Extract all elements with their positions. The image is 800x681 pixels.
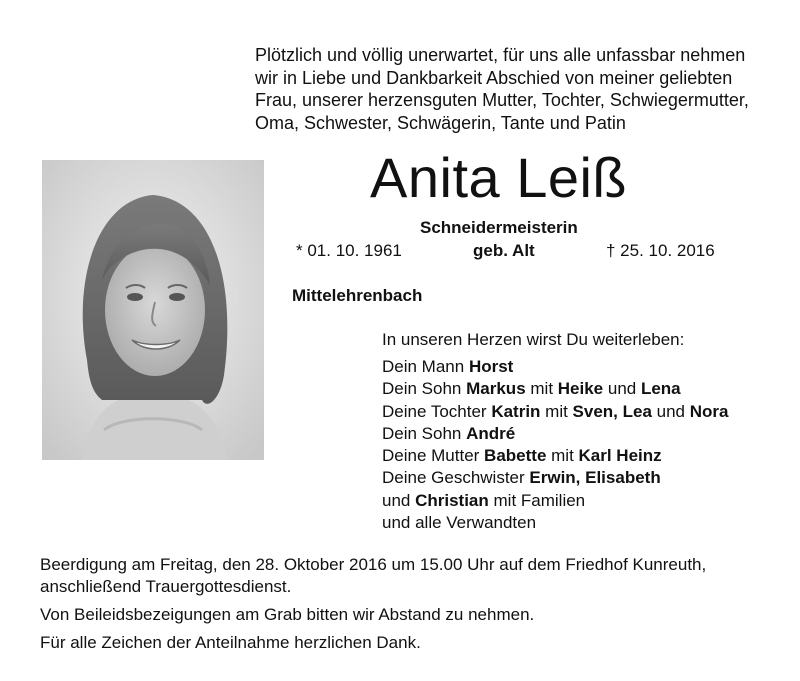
mourner-line [382, 378, 728, 400]
mourner-name: Babette [484, 446, 547, 466]
mourner-relation: mit Familien [488, 490, 586, 510]
thanks-note: Für alle Zeichen der Anteilnahme herzlichen Dank. [40, 633, 421, 652]
death-date: † 25. 10. 2016 [606, 241, 715, 260]
mourner-name: André [466, 423, 516, 443]
mourner-line [382, 423, 728, 445]
mourner-relation: Deine Tochter [382, 401, 492, 421]
mourner-relation: Dein Mann [382, 357, 469, 376]
mourner-name: Nora [689, 401, 729, 421]
mourner-relation: mit [546, 446, 579, 466]
mourner-name: Karl Heinz [578, 446, 662, 466]
mourner-relation: Dein Sohn [382, 379, 467, 399]
funeral-line: anschließend Trauergottesdienst. [40, 577, 292, 596]
condolence-note: Von Beileidsbezeigungen am Grab bitten wir Abstand zu nehmen. [40, 605, 535, 624]
mourner-relation: und alle Verwandten [382, 513, 537, 533]
mourner-relation: mit [525, 379, 558, 399]
mourner-line [382, 490, 728, 512]
birth-date: * 01. 10. 1961 [296, 241, 402, 260]
mourner-relation: Dein Sohn [382, 423, 467, 443]
mourner-relation: Deine Geschwister [382, 468, 530, 488]
mourner-name: Katrin [491, 401, 541, 421]
mourner-relation: Deine Mutter [382, 446, 485, 466]
mourner-name: Sven, Lea [572, 401, 652, 421]
mourner-name: Horst [468, 357, 514, 376]
mourner-relation: und [603, 379, 641, 399]
mourner-relation: und [382, 490, 416, 510]
mourner-line [382, 467, 728, 489]
intro-line: Frau, unserer herzensguten Mutter, Tochter, Schwiegermutter, [255, 90, 749, 110]
mourner-name: Heike [557, 379, 604, 399]
mourner-line [382, 356, 728, 378]
profession: Schneidermeisterin [420, 218, 578, 237]
mourner-line [382, 445, 728, 467]
mourner-relation: mit [540, 401, 573, 421]
maiden-name: geb. Alt [473, 241, 535, 260]
mourners-list [382, 356, 728, 534]
deceased-name: Anita Leiß [370, 146, 628, 209]
hometown: Mittelehrenbach [292, 286, 423, 305]
mourner-line [382, 512, 728, 534]
mourner-name: Erwin, Elisabeth [529, 468, 661, 488]
portrait-photo [42, 160, 264, 460]
mourners-heading: In unseren Herzen wirst Du weiterleben: [382, 330, 685, 349]
intro-line: Plötzlich und völlig unerwartet, für uns alle unfassbar nehmen [255, 45, 746, 65]
intro-line: wir in Liebe und Dankbarkeit Abschied von meiner geliebten [255, 67, 733, 88]
mourner-name: Markus [466, 379, 526, 399]
intro-line: Oma, Schwester, Schwägerin, Tante und Patin [255, 112, 626, 133]
funeral-line: Beerdigung am Freitag, den 28. Oktober 2016 um 15.00 Uhr auf dem Friedhof Kunreuth, [40, 555, 707, 574]
intro-text [255, 44, 775, 134]
mourner-relation: und [651, 401, 690, 421]
mourner-name: Lena [640, 379, 681, 399]
mourner-line [382, 401, 728, 423]
mourner-name: Christian [415, 490, 489, 510]
funeral-info [40, 554, 770, 654]
